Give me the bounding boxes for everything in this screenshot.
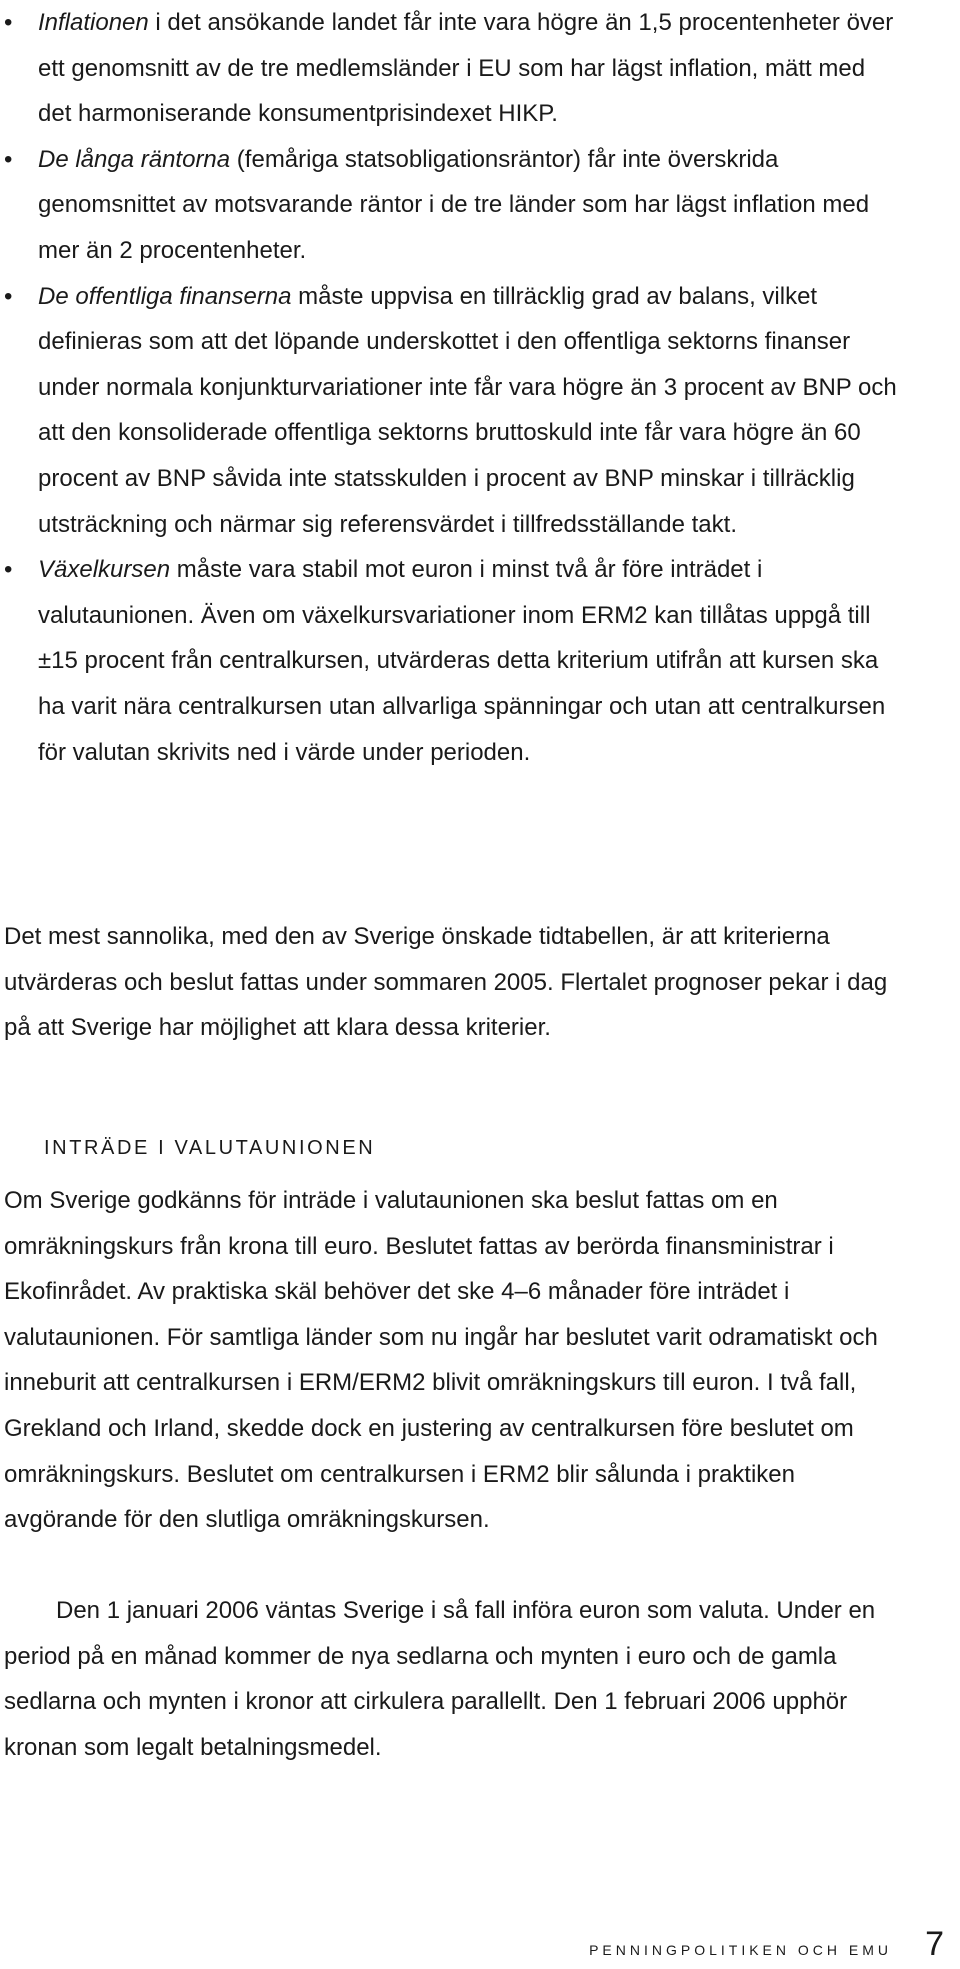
section-paragraph-1: Om Sverige godkänns för inträde i valutaunionen ska beslut fattas om en omräkningskurs från krona till euro. Beslutet fattas av berörda finansministrar i Ekofinrådet. Av praktiska skäl behöver det ske 4–6 månader före inträdet i valutaunionen. För samtliga länder som nu ingår har beslutet varit odramatiskt och inneburit att centralkursen i ERM/ERM2 blivit omräkningskurs till euron. I två fall, Grekland och Irland, skedde dock en justering av centralkursen före beslutet om omräkningskurs. Beslutet om centralkursen i ERM2 blir sålunda i praktiken avgörande för den slutliga omräkningskursen. xyxy=(4,1187,878,1534)
criterion-text: måste uppvisa en tillräcklig grad av balans, vilket definieras som att det löpande underskottet i den offentliga sektorns finanser under normala konjunkturvariationer inte får vara högre än 3 procent av BNP och att den konsoliderade offentliga sektorns bruttoskuld inte får vara högre än 60 procent av BNP såvida inte statsskulden i procent av BNP minskar i tillräcklig utsträckning och närmar sig referensvärdet i tillfredsställande takt. xyxy=(38,282,897,538)
criterion-term: De offentliga finanserna xyxy=(38,282,292,310)
criterion-term: De långa räntorna xyxy=(38,145,231,173)
summary-paragraph: Det mest sannolika, med den av Sverige önskade tidtabellen, är att kriterierna utvärderas och beslut fattas under sommaren 2005. Flertalet prognoser pekar i dag på att Sverige har möjlighet att klara dessa kriterier. xyxy=(4,923,888,1042)
criterion-long-rates xyxy=(4,137,904,274)
criterion-text: måste vara stabil mot euron i minst två år före inträdet i valutaunionen. Även om växelkursvariationer inom ERM2 kan tillåtas uppgå till ±15 procent från centralkursen, utvärderas detta kriterium utifrån att kursen ska ha varit nära centralkursen utan allvarliga spänningar och utan att centralkursen för valutan skrivits ned i värde under perioden. xyxy=(38,556,886,766)
criterion-text: i det ansökande landet får inte vara högre än 1,5 procentenheter över ett genomsnitt av de tre medlemsländer i EU som har lägst inflation, mätt med det harmoniserande konsumentprisindexet HIKP. xyxy=(38,9,894,128)
section-heading: INTRÄDE I VALUTAUNIONEN xyxy=(44,1137,376,1159)
criterion-inflation xyxy=(4,0,904,137)
convergence-criteria-list xyxy=(4,0,904,775)
criterion-exchange-rate xyxy=(4,547,904,775)
criterion-term: Inflationen xyxy=(38,9,149,36)
page-number: 7 xyxy=(925,1925,944,1963)
criterion-text: (femåriga statsobligationsräntor) får inte överskrida genomsnittet av motsvarande räntor i de tre länder som har lägst inflation med mer än 2 procentenheter. xyxy=(38,145,870,264)
bullet-icon: • xyxy=(4,145,13,173)
criterion-term: Växelkursen xyxy=(38,556,171,584)
bullet-icon: • xyxy=(4,282,13,310)
section-paragraph-2: Den 1 januari 2006 väntas Sverige i så fall införa euron som valuta. Under en period på en månad kommer de nya sedlarna och mynten i euro och de gamla sedlarna och mynten i kronor att cirkulera parallellt. Den 1 februari 2006 upphör kronan som legalt betalningsmedel. xyxy=(4,1597,876,1761)
bullet-icon: • xyxy=(4,9,13,36)
criterion-public-finances xyxy=(4,274,904,548)
bullet-icon: • xyxy=(4,556,13,584)
footer-publication-title: PENNINGPOLITIKEN OCH EMU xyxy=(589,1942,892,1958)
